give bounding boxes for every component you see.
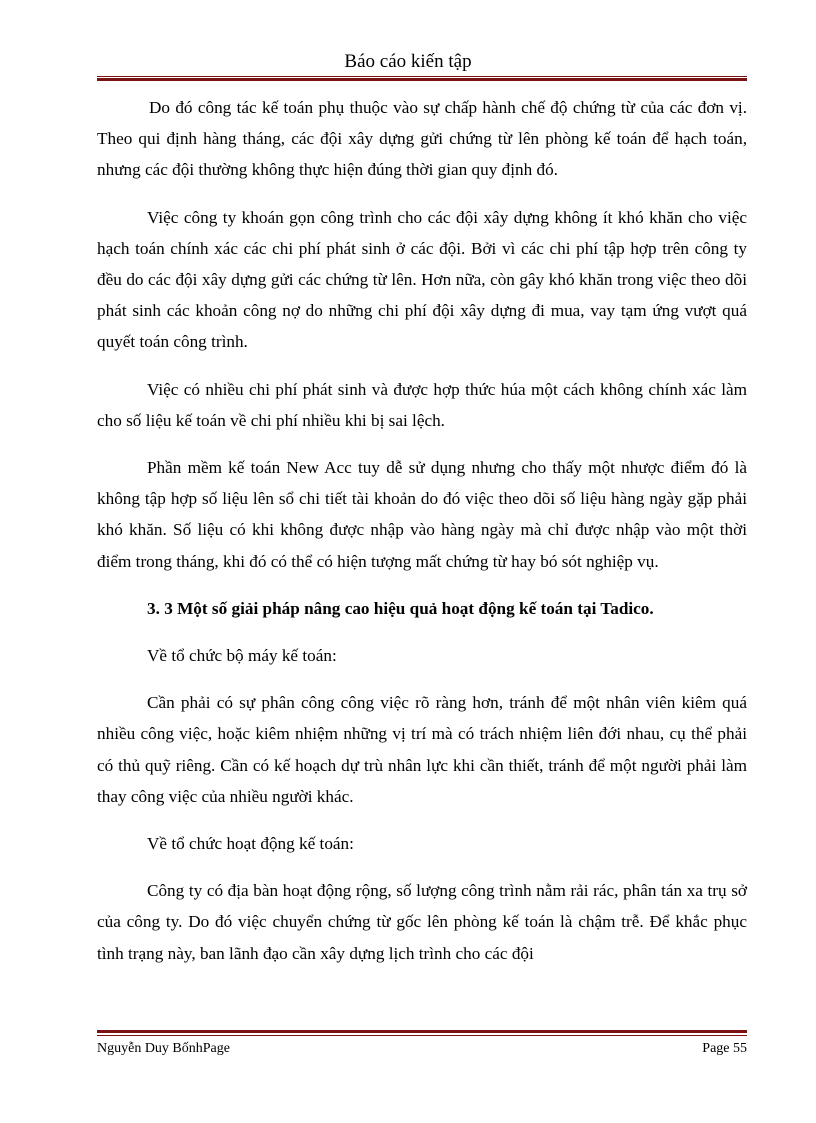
footer-rule-thin bbox=[97, 1035, 747, 1036]
subheading-bo-may: Về tổ chức bộ máy kế toán: bbox=[147, 646, 337, 666]
paragraph-5: Cần phải có sự phân công công việc rõ ràng hơn, tránh để một nhân viên kiêm quá nhiều công việc, hoặc kiêm nhiệm những vị trí mà có trách nhiệm liên đới nhau, cụ thể phải có thủ quỹ riêng. Cần có kế hoạch dự trù nhân lực khi cần thiết, tránh để một người phải làm thay công việc của nhiều người khác. bbox=[97, 693, 747, 806]
paragraph-6: Công ty có địa bàn hoạt động rộng, số lượng công trình nằm rải rác, phân tán xa trụ sở của công ty. Do đó việc chuyển chứng từ gốc lên phòng kế toán là chậm trễ. Để khắc phục tình trạng này, ban lãnh đạo cần xây dựng lịch trình cho các đội bbox=[97, 881, 747, 963]
footer-author: Nguyễn Duy BốnhPage bbox=[97, 1041, 230, 1056]
document-body bbox=[97, 92, 747, 985]
paragraph-1: Do đó công tác kế toán phụ thuộc vào sự chấp hành chế độ chứng từ của các đơn vị. Theo qui định hàng tháng, các đội xây dựng gửi chứng từ lên phòng kế toán để hạch toán, nhưng các đội thường không thực hiện đúng thời gian quy định đó. bbox=[97, 98, 747, 180]
section-heading: 3. 3 Một số giải pháp nâng cao hiệu quả hoạt động kế toán tại Tadico. bbox=[147, 598, 654, 618]
subheading-hoat-dong: Về tổ chức hoạt động kế toán: bbox=[147, 834, 354, 854]
paragraph-2: Việc công ty khoán gọn công trình cho các đội xây dựng không ít khó khăn cho việc hạch toán chính xác các chi phí phát sinh ở các đội. Bởi vì các chi phí tập hợp trên công ty đều do các đội xây dựng gửi các chứng từ lên. Hơn nữa, còn gây khó khăn trong việc theo dõi phát sinh các khoản công nợ do những chi phí đội xây dựng đi mua, vay tạm ứng vượt quá quyết toán công trình. bbox=[97, 207, 747, 352]
paragraph-3: Việc có nhiều chi phí phát sinh và được hợp thức húa một cách không chính xác làm cho số liệu kế toán về chi phí nhiều khi bị sai lệch. bbox=[97, 379, 747, 430]
footer-rule-thick bbox=[97, 1030, 747, 1033]
header-rule-thick bbox=[97, 78, 747, 81]
header-rule-thin bbox=[97, 76, 747, 77]
header-title: Báo cáo kiến tập bbox=[344, 51, 472, 72]
footer-page-number: Page 55 bbox=[702, 1041, 747, 1056]
paragraph-4: Phần mềm kế toán New Acc tuy dễ sử dụng nhưng cho thấy một nhược điểm đó là không tập hợp số liệu lên sổ chi tiết tài khoản do đó việc theo dõi số liệu hàng ngày gặp phải khó khăn. Số liệu có khi không được nhập vào hàng ngày mà chỉ được nhập vào một thời điểm trong tháng, khi đó có thể có hiện tượng mất chứng từ hay bó sót nghiệp vụ. bbox=[97, 458, 747, 571]
